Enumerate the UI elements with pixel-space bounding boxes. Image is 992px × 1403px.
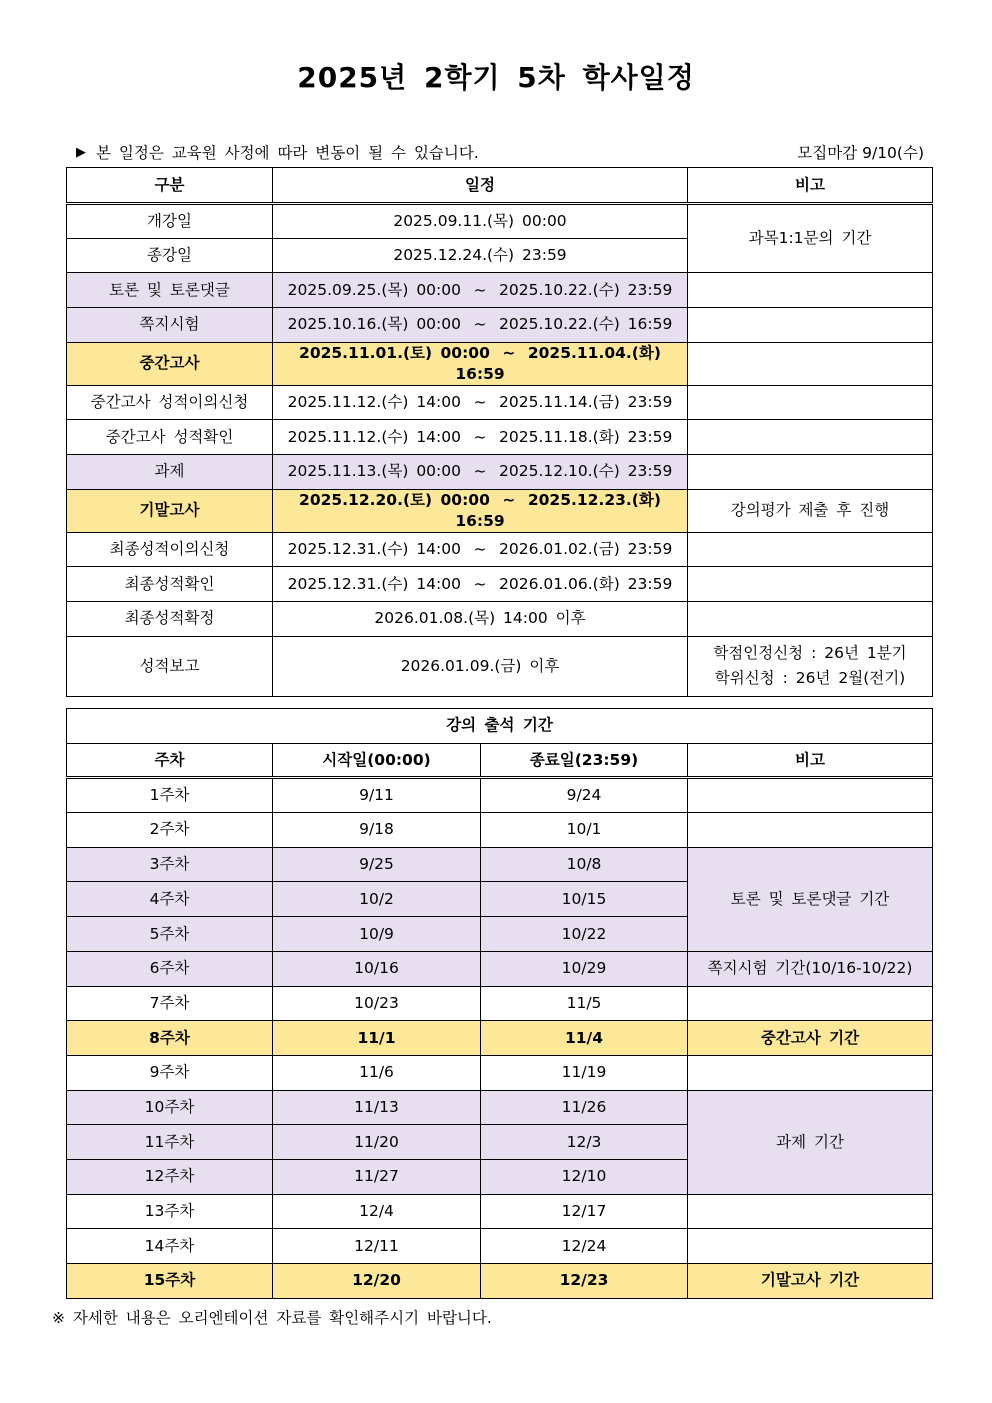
row-date: 2025.09.11.(목) 00:00	[273, 204, 688, 239]
start: 10/16	[273, 951, 481, 986]
table-row	[67, 951, 933, 986]
notice-row	[66, 140, 932, 164]
start: 11/20	[273, 1125, 481, 1160]
row-note	[688, 636, 933, 696]
week: 9주차	[67, 1055, 273, 1090]
row-range	[273, 489, 688, 532]
row-range	[273, 342, 688, 385]
row-note	[688, 532, 933, 567]
row-note	[688, 420, 933, 455]
tilde: ~	[473, 539, 487, 558]
range-start: 2025.11.13.(목) 00:00	[287, 462, 461, 481]
row-label: 최종성적이의신청	[67, 532, 273, 567]
start: 10/2	[273, 882, 481, 917]
range-end: 2025.10.22.(수) 23:59	[499, 280, 673, 299]
row-note	[688, 601, 933, 636]
end: 10/29	[481, 951, 688, 986]
end: 10/8	[481, 847, 688, 882]
tilde: ~	[473, 280, 487, 299]
tilde: ~	[473, 427, 487, 446]
tilde: ~	[502, 490, 516, 509]
row-range	[273, 567, 688, 602]
week: 12주차	[67, 1159, 273, 1194]
header-schedule: 일정	[273, 168, 688, 204]
table-row	[67, 385, 933, 420]
row-note	[688, 567, 933, 602]
range-end: 2025.11.04.(화) 16:59	[455, 343, 661, 383]
tilde: ~	[473, 462, 487, 481]
week: 2주차	[67, 813, 273, 848]
range-start: 2025.12.31.(수) 14:00	[287, 539, 461, 558]
table-row	[67, 986, 933, 1021]
week: 15주차	[67, 1264, 273, 1299]
notice-text: 본 일정은 교육원 사정에 따라 변동이 될 수 있습니다.	[96, 144, 479, 162]
table-row	[67, 342, 933, 385]
range-end: 2025.12.10.(수) 23:59	[499, 462, 673, 481]
end: 10/1	[481, 813, 688, 848]
row-range	[273, 454, 688, 489]
table-row	[67, 778, 933, 813]
note-line: 학점인정신청 : 26년 1분기	[713, 643, 907, 662]
page-title: 2025년 2학기 5차 학사일정	[297, 61, 695, 94]
table-row	[67, 1229, 933, 1264]
row-label: 최종성적확정	[67, 601, 273, 636]
row-range	[273, 385, 688, 420]
start: 12/11	[273, 1229, 481, 1264]
row-label: 토론 및 토론댓글	[67, 273, 273, 308]
start: 11/13	[273, 1090, 481, 1125]
end: 11/4	[481, 1021, 688, 1056]
row-date: 2026.01.09.(금) 이후	[273, 636, 688, 696]
week: 10주차	[67, 1090, 273, 1125]
row-note	[688, 308, 933, 343]
table-row	[67, 454, 933, 489]
end: 11/26	[481, 1090, 688, 1125]
attendance-table	[66, 708, 933, 1299]
week: 14주차	[67, 1229, 273, 1264]
note-line: 학위신청 : 26년 2월(전기)	[714, 669, 906, 688]
week: 6주차	[67, 951, 273, 986]
note: 과제 기간	[688, 1090, 933, 1194]
note	[688, 986, 933, 1021]
footer-note: ※ 자세한 내용은 오리엔테이션 자료를 확인해주시기 바랍니다.	[52, 1309, 492, 1327]
row-label: 성적보고	[67, 636, 273, 696]
row-note	[688, 385, 933, 420]
header-week: 주차	[67, 743, 273, 778]
row-label: 중간고사 성적이의신청	[67, 385, 273, 420]
schedule-table	[66, 167, 933, 697]
table-row	[67, 489, 933, 532]
range-end: 2025.11.14.(금) 23:59	[499, 392, 673, 411]
week: 8주차	[67, 1021, 273, 1056]
row-label: 기말고사	[67, 489, 273, 532]
table-row	[67, 1090, 933, 1125]
row-label: 과제	[67, 454, 273, 489]
table-row	[67, 532, 933, 567]
row-range	[273, 308, 688, 343]
note	[688, 1194, 933, 1229]
row-label: 최종성적확인	[67, 567, 273, 602]
note: 토론 및 토론댓글 기간	[688, 847, 933, 951]
range-start: 2025.11.12.(수) 14:00	[287, 427, 461, 446]
header-category: 구분	[67, 168, 273, 204]
end: 12/10	[481, 1159, 688, 1194]
start: 11/6	[273, 1055, 481, 1090]
table-row	[67, 420, 933, 455]
schedule-header-row	[67, 168, 933, 204]
start: 12/20	[273, 1264, 481, 1299]
table-row	[67, 1021, 933, 1056]
row-label: 중간고사	[67, 342, 273, 385]
notice	[66, 141, 479, 163]
row-note: 강의평가 제출 후 진행	[688, 489, 933, 532]
note	[688, 778, 933, 813]
header-start: 시작일(00:00)	[273, 743, 481, 778]
row-note	[688, 454, 933, 489]
week: 5주차	[67, 917, 273, 952]
row-date: 2025.12.24.(수) 23:59	[273, 238, 688, 273]
row-note	[688, 273, 933, 308]
note: 중간고사 기간	[688, 1021, 933, 1056]
end: 10/22	[481, 917, 688, 952]
start: 10/9	[273, 917, 481, 952]
table-row	[67, 273, 933, 308]
row-label: 개강일	[67, 204, 273, 239]
table-row	[67, 601, 933, 636]
note	[688, 1229, 933, 1264]
start: 10/23	[273, 986, 481, 1021]
attendance-header-row	[67, 743, 933, 778]
tilde: ~	[502, 343, 516, 362]
end: 11/19	[481, 1055, 688, 1090]
note: 기말고사 기간	[688, 1264, 933, 1299]
range-start: 2025.10.16.(목) 00:00	[287, 315, 461, 334]
range-end: 2025.10.22.(수) 16:59	[499, 315, 673, 334]
range-start: 2025.11.01.(토) 00:00	[299, 343, 490, 362]
tilde: ~	[473, 315, 487, 334]
end: 10/15	[481, 882, 688, 917]
week: 7주차	[67, 986, 273, 1021]
row-note	[688, 342, 933, 385]
row-range	[273, 420, 688, 455]
row-label: 중간고사 성적확인	[67, 420, 273, 455]
row-range	[273, 273, 688, 308]
recruit-deadline: 모집마감 9/10(수)	[797, 144, 924, 162]
attendance-title: 강의 출석 기간	[67, 709, 933, 744]
range-end: 2026.01.02.(금) 23:59	[499, 539, 673, 558]
start: 12/4	[273, 1194, 481, 1229]
range-start: 2025.09.25.(목) 00:00	[287, 280, 461, 299]
header-end: 종료일(23:59)	[481, 743, 688, 778]
range-start: 2025.12.20.(토) 00:00	[299, 490, 490, 509]
row-range	[273, 532, 688, 567]
tilde: ~	[473, 392, 487, 411]
table-row	[67, 813, 933, 848]
week: 13주차	[67, 1194, 273, 1229]
week: 11주차	[67, 1125, 273, 1160]
end: 9/24	[481, 778, 688, 813]
triangle-bullet-icon: ▶	[76, 144, 86, 160]
end: 12/3	[481, 1125, 688, 1160]
attendance-title-row	[67, 709, 933, 744]
tilde: ~	[473, 574, 487, 593]
range-start: 2025.11.12.(수) 14:00	[287, 392, 461, 411]
row-date: 2026.01.08.(목) 14:00 이후	[273, 601, 688, 636]
start: 9/25	[273, 847, 481, 882]
note	[688, 1055, 933, 1090]
start: 11/1	[273, 1021, 481, 1056]
table-row	[67, 1194, 933, 1229]
row-label: 종강일	[67, 238, 273, 273]
start: 9/18	[273, 813, 481, 848]
week: 4주차	[67, 882, 273, 917]
table-row	[67, 636, 933, 696]
note	[688, 813, 933, 848]
note: 쪽지시험 기간(10/16-10/22)	[688, 951, 933, 986]
end: 12/24	[481, 1229, 688, 1264]
header-note: 비고	[688, 168, 933, 204]
range-start: 2025.12.31.(수) 14:00	[287, 574, 461, 593]
range-end: 2026.01.06.(화) 23:59	[499, 574, 673, 593]
start: 9/11	[273, 778, 481, 813]
week: 1주차	[67, 778, 273, 813]
end: 12/23	[481, 1264, 688, 1299]
end: 12/17	[481, 1194, 688, 1229]
table-row	[67, 204, 933, 239]
row-note: 과목1:1문의 기간	[688, 204, 933, 273]
table-row	[67, 567, 933, 602]
table-row	[67, 1055, 933, 1090]
start: 11/27	[273, 1159, 481, 1194]
header-note: 비고	[688, 743, 933, 778]
end: 11/5	[481, 986, 688, 1021]
table-row	[67, 847, 933, 882]
table-row	[67, 308, 933, 343]
row-label: 쪽지시험	[67, 308, 273, 343]
range-end: 2025.12.23.(화) 16:59	[455, 490, 661, 530]
range-end: 2025.11.18.(화) 23:59	[499, 427, 673, 446]
week: 3주차	[67, 847, 273, 882]
table-row	[67, 1264, 933, 1299]
